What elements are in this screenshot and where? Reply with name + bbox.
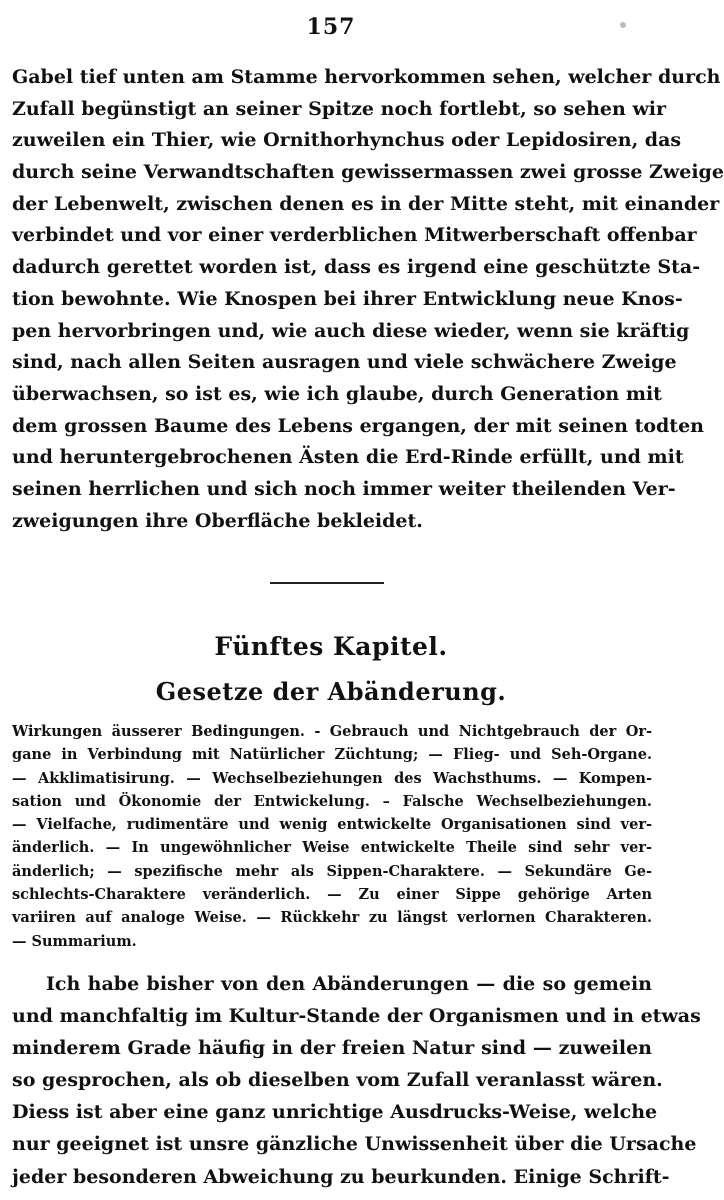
paper-speck: [620, 22, 626, 28]
summary-line: — Akklimatisirung. — Wechselbeziehungen des Wachsthums. — Kompen-: [12, 769, 652, 787]
summary-line: Wirkungen äusserer Bedingungen. - Gebrauch und Nichtgebrauch der Or-: [12, 723, 652, 740]
text-line: Diess ist aber eine ganz unrichtige Ausdrucks-Weise, welche: [12, 1101, 658, 1124]
summary-line: — Summarium.: [12, 932, 137, 950]
text-line: Gabel tief unten am Stamme hervorkommen sehen, welcher durch: [12, 66, 721, 88]
text-line: so gesprochen, als ob dieselben vom Zufall veranlasst wären.: [12, 1069, 663, 1092]
section-divider: [270, 582, 384, 584]
text-line: tion bewohnte. Wie Knospen bei ihrer Entwicklung neue Knos-: [12, 287, 683, 310]
text-line: minderem Grade häufig in der freien Natur sind — zuweilen: [12, 1037, 652, 1060]
paragraph-body: [12, 968, 701, 1193]
summary-line: gane in Verbindung mit Natürlicher Züchtung; — Flieg- und Seh-Organe.: [12, 746, 652, 764]
text-line: Ich habe bisher von den Abänderungen — die so gemein: [46, 973, 652, 995]
text-line: Zufall begünstigt an seiner Spitze noch fortlebt, so sehen wir: [12, 97, 667, 120]
text-line: jeder besonderen Abweichung zu beurkunden. Einige Schrift-: [12, 1165, 670, 1188]
summary-line: änderlich; — spezifische mehr als Sippen-Charaktere. — Sekundäre Ge-: [12, 862, 652, 880]
summary-line: sation und Ökonomie der Entwickelung. – Falsche Wechselbeziehungen.: [12, 792, 652, 810]
text-line: und manchfaltig im Kultur-Stande der Organismen und in etwas: [12, 1005, 701, 1028]
text-line: nur geeignet ist unsre gänzliche Unwissenheit über die Ursache: [12, 1133, 697, 1156]
text-line: dem grossen Baume des Lebens ergangen, der mit seinen todten: [12, 414, 704, 437]
text-line: durch seine Verwandtschaften gewissermassen zwei grosse Zweige: [12, 161, 724, 184]
summary-line: änderlich. — In ungewöhnlicher Weise entwickelte Theile sind sehr ver-: [12, 839, 652, 857]
text-line: zuweilen ein Thier, wie Ornithorhynchus oder Lepidosiren, das: [12, 129, 682, 152]
text-line: verbindet und vor einer verderblichen Mitwerberschaft offenbar: [12, 224, 697, 247]
text-line: der Lebenwelt, zwischen denen es in der Mitte steht, mit einander: [12, 192, 720, 215]
text-line: seinen herrlichen und sich noch immer weiter theilenden Ver-: [12, 477, 676, 500]
paragraph-continued: [12, 62, 724, 537]
summary-line: schlechts-Charaktere veränderlich. — Zu einer Sippe gehörige Arten: [12, 886, 652, 904]
chapter-title: Fünftes Kapitel.: [214, 632, 448, 661]
chapter-subtitle: Gesetze der Abänderung.: [155, 677, 507, 706]
text-line: dadurch gerettet worden ist, dass es irgend eine geschützte Sta-: [12, 256, 701, 279]
page-number: 157: [306, 14, 356, 40]
text-line: und heruntergebrochenen Ästen die Erd-Rinde erfüllt, und mit: [12, 446, 684, 469]
summary-line: variiren auf analoge Weise. — Rückkehr zu längst verlornen Charakteren.: [12, 909, 652, 927]
text-line: pen hervorbringen und, wie auch diese wieder, wenn sie kräftig: [12, 319, 690, 342]
summary-line: — Vielfache, rudimentäre und wenig entwickelte Organisationen sind ver-: [12, 816, 652, 834]
chapter-summary: [12, 720, 652, 953]
text-line: zweigungen ihre Oberfläche bekleidet.: [12, 509, 423, 532]
text-line: überwachsen, so ist es, wie ich glaube, durch Generation mit: [12, 382, 662, 405]
text-line: sind, nach allen Seiten ausragen und viele schwächere Zweige: [12, 351, 677, 374]
